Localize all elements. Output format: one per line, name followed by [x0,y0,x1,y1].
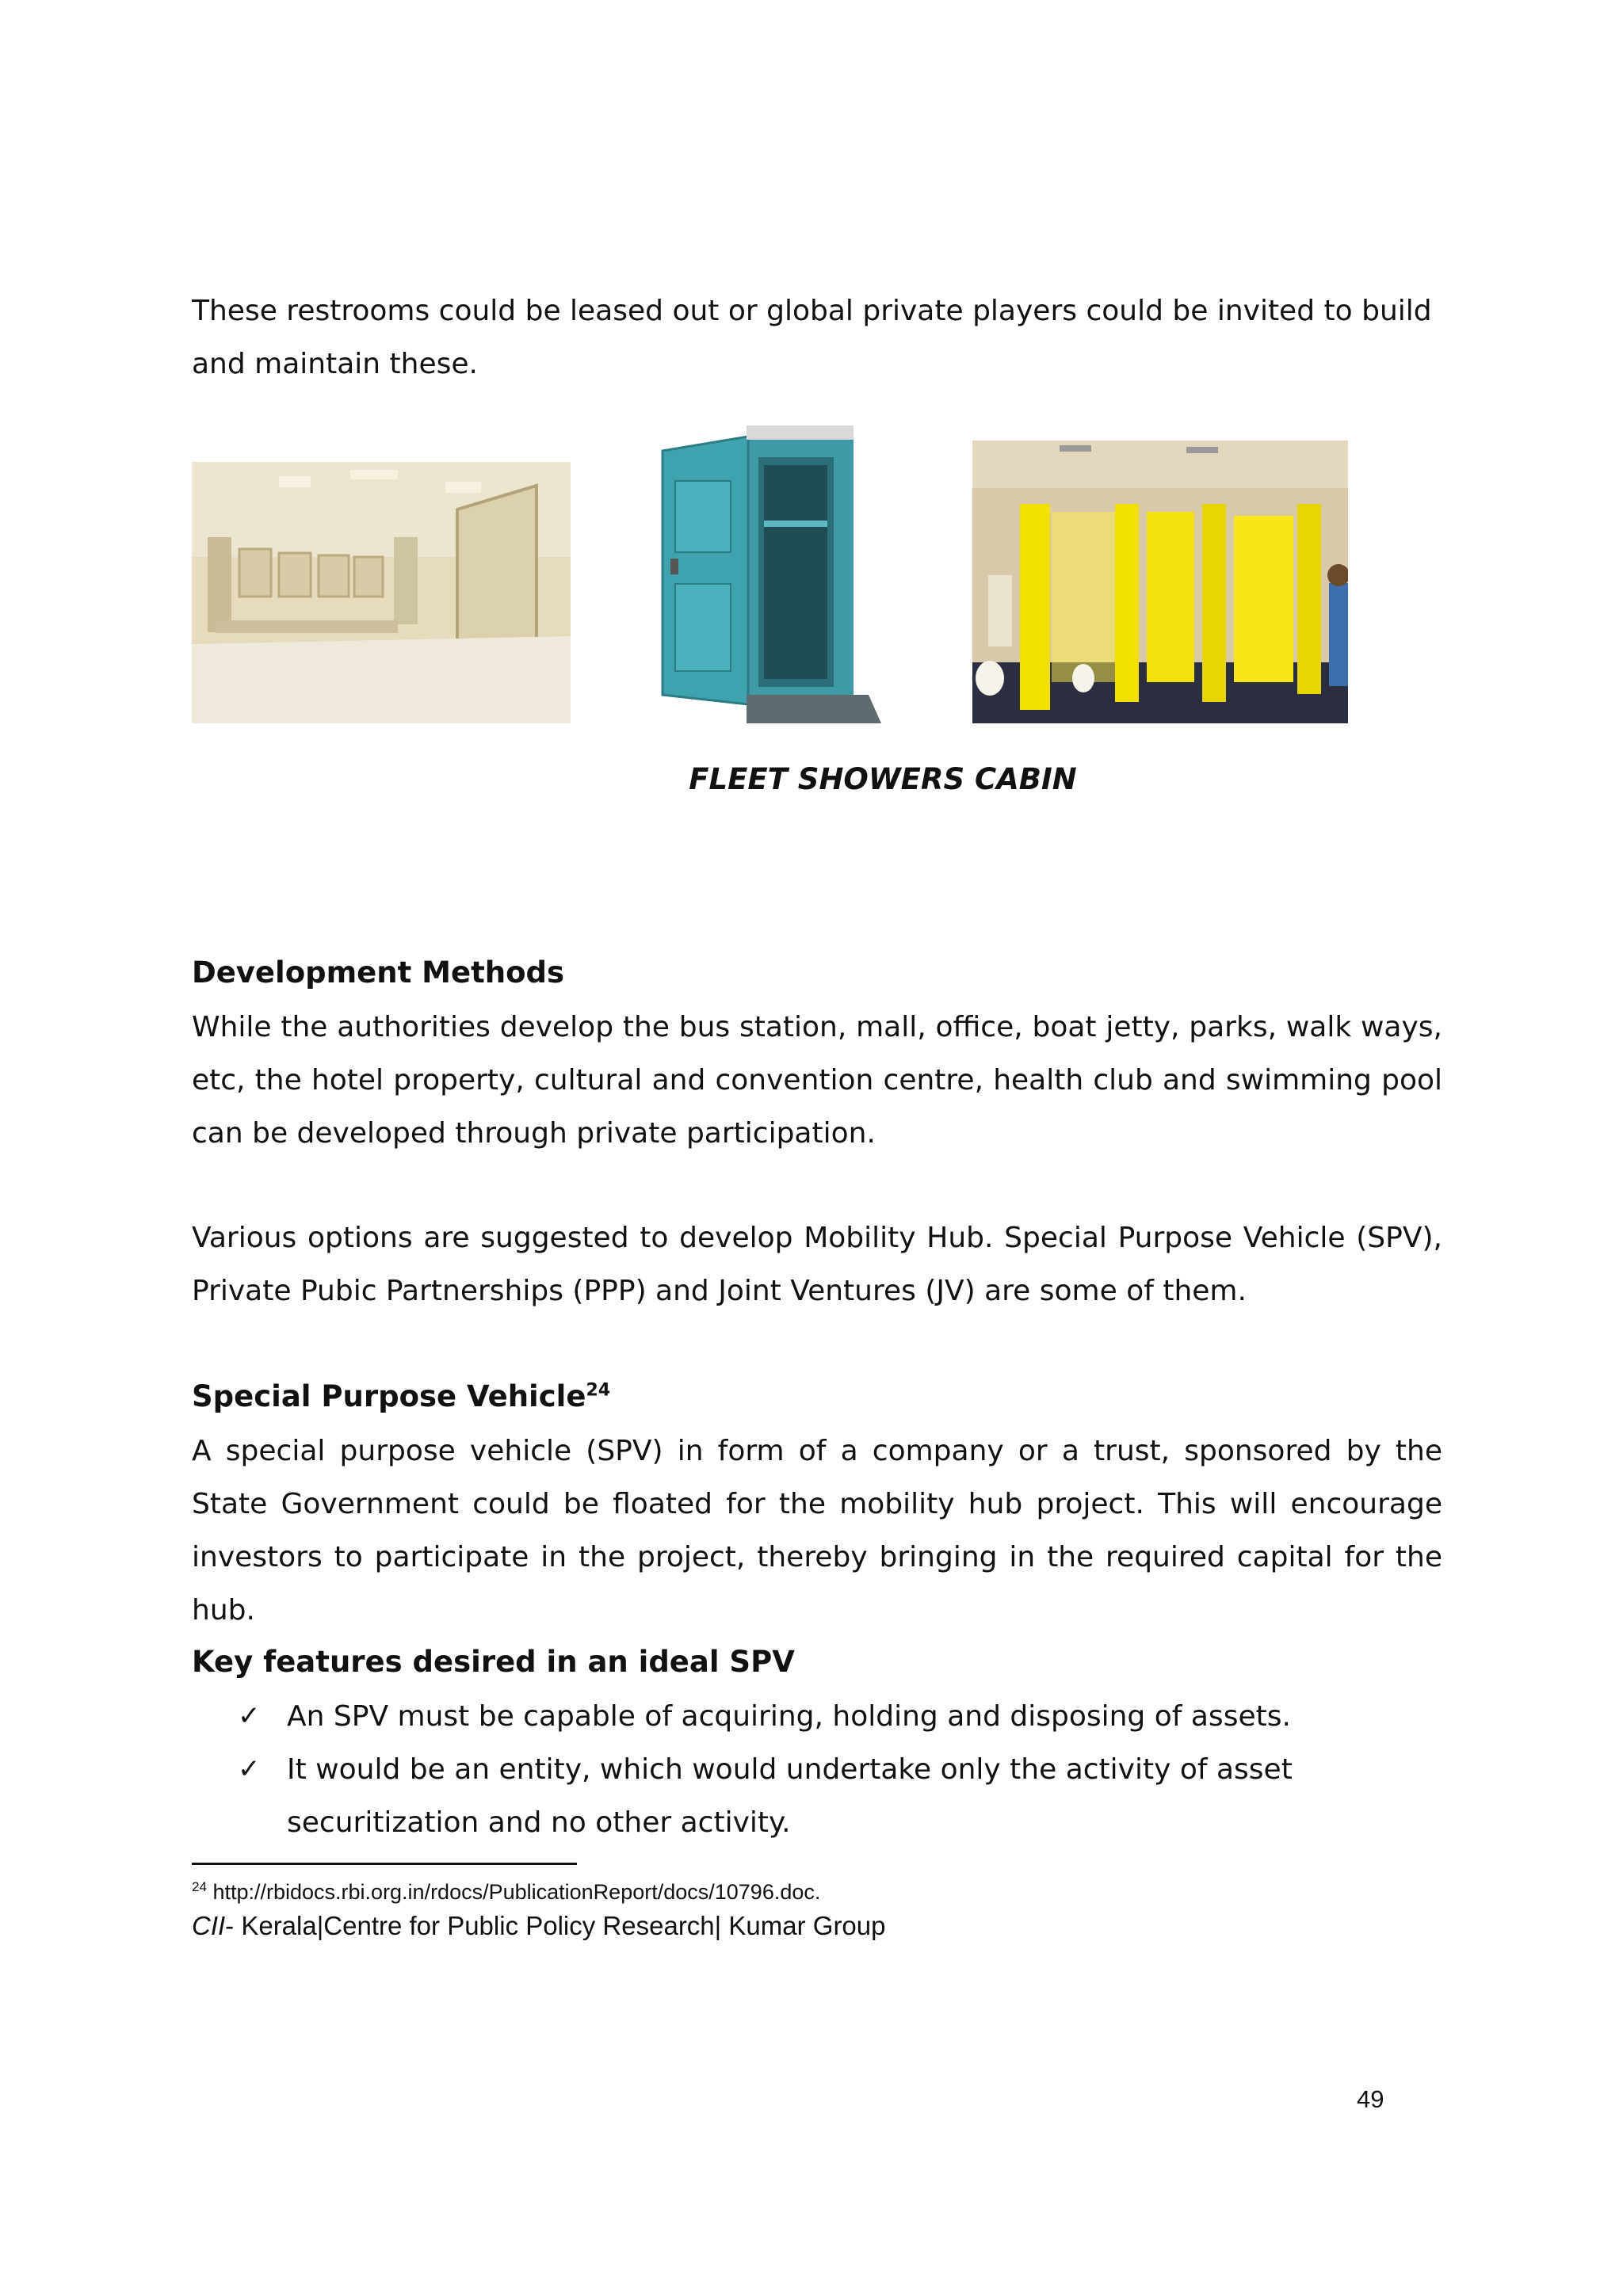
development-methods-heading: Development Methods [192,955,565,990]
figure-caption: FLEET SHOWERS CABIN [689,762,1077,796]
spv-paragraph: A special purpose vehicle (SPV) in form of a company or a trust, sponsored by the State Government could be floated for the mobility hub project. This will encourage investors to participate in the project, thereby bringing in the required capital for the hub. [192,1435,1442,1627]
page-footer: CII- Kerala|Centre for Public Policy Research| Kumar Group [192,1911,886,1940]
spv-heading: Special Purpose Vehicle$^{24}$ [192,1379,611,1413]
footnote-reference: 24 [586,1380,611,1401]
restroom-interior-photo [192,462,571,723]
key-features-list [238,1690,1442,1849]
shower-cabin-photo [653,425,883,723]
list-item: ✓ It would be an entity, which would undertake only the activity of asset securitization and no other activity. [238,1743,1442,1849]
footnote: $^{24}$ http://rbidocs.rbi.org.in/rdocs/PublicationReport/docs/10796.doc. [192,1879,821,1904]
footnote-separator [192,1863,577,1865]
development-methods-paragraph-1: While the authorities develop the bus station, mall, office, boat jetty, parks, walk ways, etc, the hotel property, cultural and convention centre, health club and swimming pool can be developed through private participation. [192,1011,1442,1150]
page-number: 49 [1357,2085,1384,2113]
list-item: ✓ An SPV must be capable of acquiring, holding and disposing of assets. [238,1690,1442,1743]
development-methods-paragraph-2: Various options are suggested to develop Mobility Hub. Special Purpose Vehicle (SPV), Private Pubic Partnerships (PPP) and Joint Ventures (JV) are some of them. [192,1222,1442,1307]
key-features-heading: Key features desired in an ideal SPV [192,1645,795,1679]
footnote-link[interactable]: http://rbidocs.rbi.org.in/rdocs/PublicationReport/docs/10796.doc. [212,1880,821,1904]
check-mark-icon: ✓ [238,1700,261,1732]
toilet-stalls-photo [972,441,1348,723]
check-mark-icon: ✓ [238,1753,261,1785]
intro-paragraph: These restrooms could be leased out or global private players could be invited to build and maintain these. [192,295,1432,380]
